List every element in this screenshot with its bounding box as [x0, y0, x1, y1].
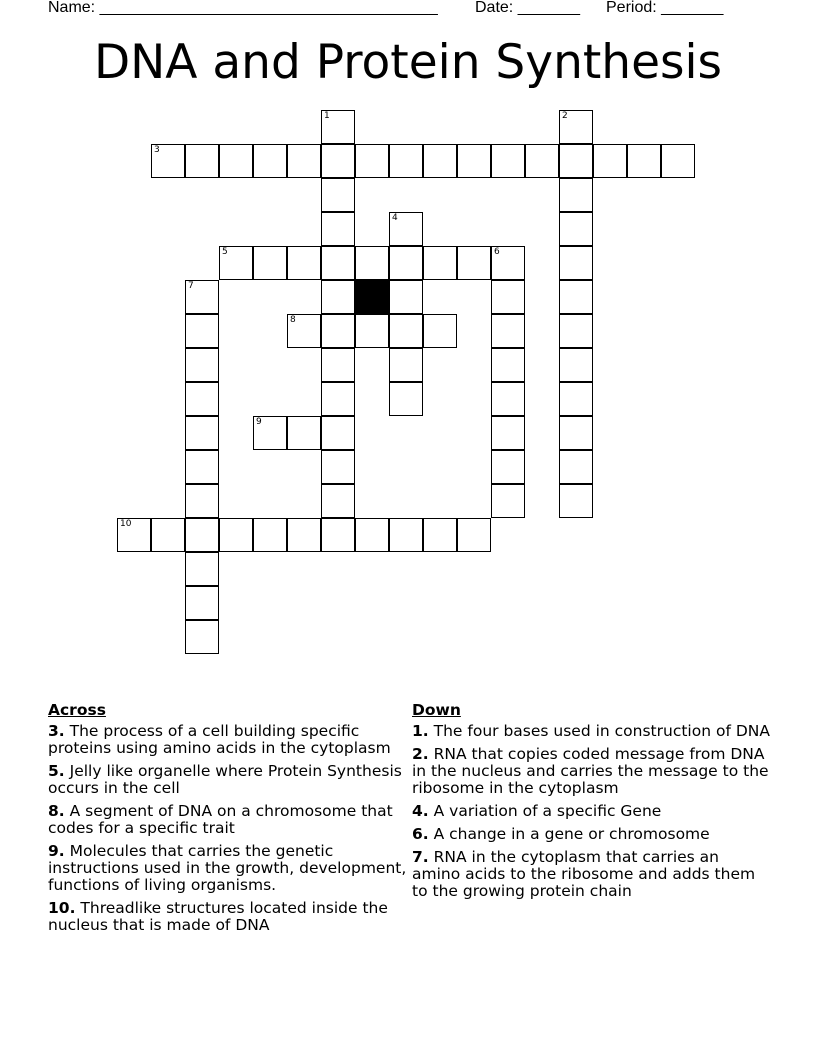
grid-cell[interactable]	[559, 314, 593, 348]
grid-cell[interactable]	[287, 416, 321, 450]
cell-number: 3	[154, 145, 160, 155]
cell-number: 1	[324, 111, 330, 121]
grid-cell[interactable]	[117, 518, 151, 552]
grid-cell[interactable]	[185, 416, 219, 450]
clue-text: RNA in the cytoplasm that carries an amino acids to the ribosome and adds them to the growing protein chain	[412, 848, 756, 900]
grid-cell[interactable]	[185, 348, 219, 382]
grid-cell[interactable]	[355, 246, 389, 280]
grid-cell[interactable]	[185, 484, 219, 518]
down-heading: Down	[412, 701, 461, 719]
grid-cell[interactable]	[491, 348, 525, 382]
grid-cell[interactable]	[559, 484, 593, 518]
across-clue-list	[48, 723, 408, 934]
grid-cell[interactable]	[559, 178, 593, 212]
cell-number: 2	[562, 111, 568, 121]
clue-text: A change in a gene or chromosome	[433, 825, 710, 843]
grid-cell[interactable]	[457, 518, 491, 552]
clue-number: 7.	[412, 848, 429, 866]
clue-across-9	[48, 843, 408, 894]
grid-cell[interactable]	[321, 348, 355, 382]
clue-text: Threadlike structures located inside the nucleus that is made of DNA	[48, 899, 388, 934]
grid-cell[interactable]	[423, 144, 457, 178]
grid-cell[interactable]	[457, 246, 491, 280]
grid-cell[interactable]	[287, 246, 321, 280]
cell-number: 8	[290, 315, 296, 325]
grid-cell[interactable]	[321, 382, 355, 416]
grid-cell[interactable]	[355, 144, 389, 178]
clue-text: Molecules that carries the genetic instructions used in the growth, development, functions of living organisms.	[48, 842, 407, 894]
period-field[interactable]: Period: _______	[606, 0, 724, 16]
grid-cell[interactable]	[253, 144, 287, 178]
grid-cell[interactable]	[185, 280, 219, 314]
grid-cell[interactable]	[253, 416, 287, 450]
grid-cell[interactable]	[389, 144, 423, 178]
grid-cell[interactable]	[321, 484, 355, 518]
clue-text: A segment of DNA on a chromosome that codes for a specific trait	[48, 802, 393, 837]
grid-cell[interactable]	[559, 450, 593, 484]
grid-cell[interactable]	[491, 246, 525, 280]
clue-number: 8.	[48, 802, 65, 820]
grid-cell[interactable]	[491, 450, 525, 484]
grid-cell[interactable]	[389, 280, 423, 314]
clue-number: 1.	[412, 722, 429, 740]
clue-number: 5.	[48, 762, 65, 780]
grid-cell[interactable]	[491, 144, 525, 178]
grid-cell[interactable]	[355, 314, 389, 348]
grid-cell[interactable]	[321, 144, 355, 178]
grid-cell[interactable]	[321, 518, 355, 552]
grid-cell[interactable]	[185, 450, 219, 484]
grid-cell[interactable]	[151, 144, 185, 178]
grid-cell[interactable]	[253, 246, 287, 280]
grid-cell[interactable]	[185, 144, 219, 178]
grid-cell[interactable]	[321, 178, 355, 212]
grid-cell[interactable]	[423, 246, 457, 280]
grid-cell[interactable]	[559, 416, 593, 450]
grid-cell[interactable]	[525, 144, 559, 178]
clue-down-1	[412, 723, 772, 740]
clue-down-4	[412, 803, 772, 820]
clue-across-3	[48, 723, 408, 757]
grid-cell[interactable]	[457, 144, 491, 178]
grid-cell[interactable]	[559, 280, 593, 314]
clue-text: RNA that copies coded message from DNA in the nucleus and carries the message to the ribosome in the cytoplasm	[412, 745, 769, 797]
grid-cell[interactable]	[151, 518, 185, 552]
cell-number: 9	[256, 417, 262, 427]
grid-cell[interactable]	[389, 212, 423, 246]
name-field[interactable]: Name: ______________________________________	[48, 0, 438, 16]
grid-cell[interactable]	[185, 314, 219, 348]
grid-cell[interactable]	[559, 246, 593, 280]
grid-cell[interactable]	[423, 518, 457, 552]
grid-cell[interactable]	[185, 586, 219, 620]
clue-number: 6.	[412, 825, 429, 843]
grid-cell[interactable]	[389, 348, 423, 382]
clue-down-6	[412, 826, 772, 843]
grid-cell[interactable]	[321, 416, 355, 450]
down-clues	[412, 702, 772, 906]
grid-cell[interactable]	[355, 518, 389, 552]
grid-cell[interactable]	[559, 110, 593, 144]
grid-cell[interactable]	[559, 212, 593, 246]
clue-down-2	[412, 746, 772, 797]
cell-number: 4	[392, 213, 398, 223]
across-clues	[48, 702, 408, 940]
grid-cell[interactable]	[287, 144, 321, 178]
grid-cell[interactable]	[491, 314, 525, 348]
clue-across-5	[48, 763, 408, 797]
clue-number: 4.	[412, 802, 429, 820]
grid-cell[interactable]	[423, 314, 457, 348]
grid-cell[interactable]	[491, 416, 525, 450]
grid-cell[interactable]	[321, 314, 355, 348]
clue-text: Jelly like organelle where Protein Synthesis occurs in the cell	[48, 762, 402, 797]
grid-cell[interactable]	[559, 144, 593, 178]
clue-down-7	[412, 849, 772, 900]
grid-cell[interactable]	[559, 382, 593, 416]
grid-cell[interactable]	[559, 348, 593, 382]
clue-across-8	[48, 803, 408, 837]
grid-cell[interactable]	[389, 518, 423, 552]
black-cell	[355, 280, 389, 314]
cell-number: 7	[188, 281, 194, 291]
clue-across-10	[48, 900, 408, 934]
grid-cell[interactable]	[287, 314, 321, 348]
grid-cell[interactable]	[321, 110, 355, 144]
page-title: DNA and Protein Synthesis	[93, 35, 723, 90]
grid-cell[interactable]	[321, 212, 355, 246]
grid-cell[interactable]	[219, 246, 253, 280]
clue-number: 9.	[48, 842, 65, 860]
grid-cell[interactable]	[185, 552, 219, 586]
grid-cell[interactable]	[219, 518, 253, 552]
grid-cell[interactable]	[185, 382, 219, 416]
grid-cell[interactable]	[491, 382, 525, 416]
grid-cell[interactable]	[185, 518, 219, 552]
grid-cell[interactable]	[321, 450, 355, 484]
grid-cell[interactable]	[219, 144, 253, 178]
clue-text: The process of a cell building specific proteins using amino acids in the cytoplasm	[48, 722, 391, 757]
across-heading: Across	[48, 701, 106, 719]
grid-cell[interactable]	[491, 280, 525, 314]
grid-cell[interactable]	[593, 144, 627, 178]
clue-text: A variation of a specific Gene	[433, 802, 662, 820]
grid-cell[interactable]	[627, 144, 661, 178]
grid-cell[interactable]	[389, 246, 423, 280]
cell-number: 5	[222, 247, 228, 257]
grid-cell[interactable]	[661, 144, 695, 178]
cell-number: 10	[120, 519, 132, 529]
clue-number: 3.	[48, 722, 65, 740]
grid-cell[interactable]	[491, 484, 525, 518]
cell-number: 6	[494, 247, 500, 257]
date-field[interactable]: Date: _______	[475, 0, 580, 16]
grid-cell[interactable]	[321, 280, 355, 314]
grid-cell[interactable]	[253, 518, 287, 552]
grid-cell[interactable]	[321, 246, 355, 280]
down-clue-list	[412, 723, 772, 900]
grid-cell[interactable]	[389, 314, 423, 348]
clue-number: 2.	[412, 745, 429, 763]
grid-cell[interactable]	[185, 620, 219, 654]
clue-text: The four bases used in construction of DNA	[433, 722, 770, 740]
grid-cell[interactable]	[287, 518, 321, 552]
clue-number: 10.	[48, 899, 76, 917]
grid-cell[interactable]	[389, 382, 423, 416]
